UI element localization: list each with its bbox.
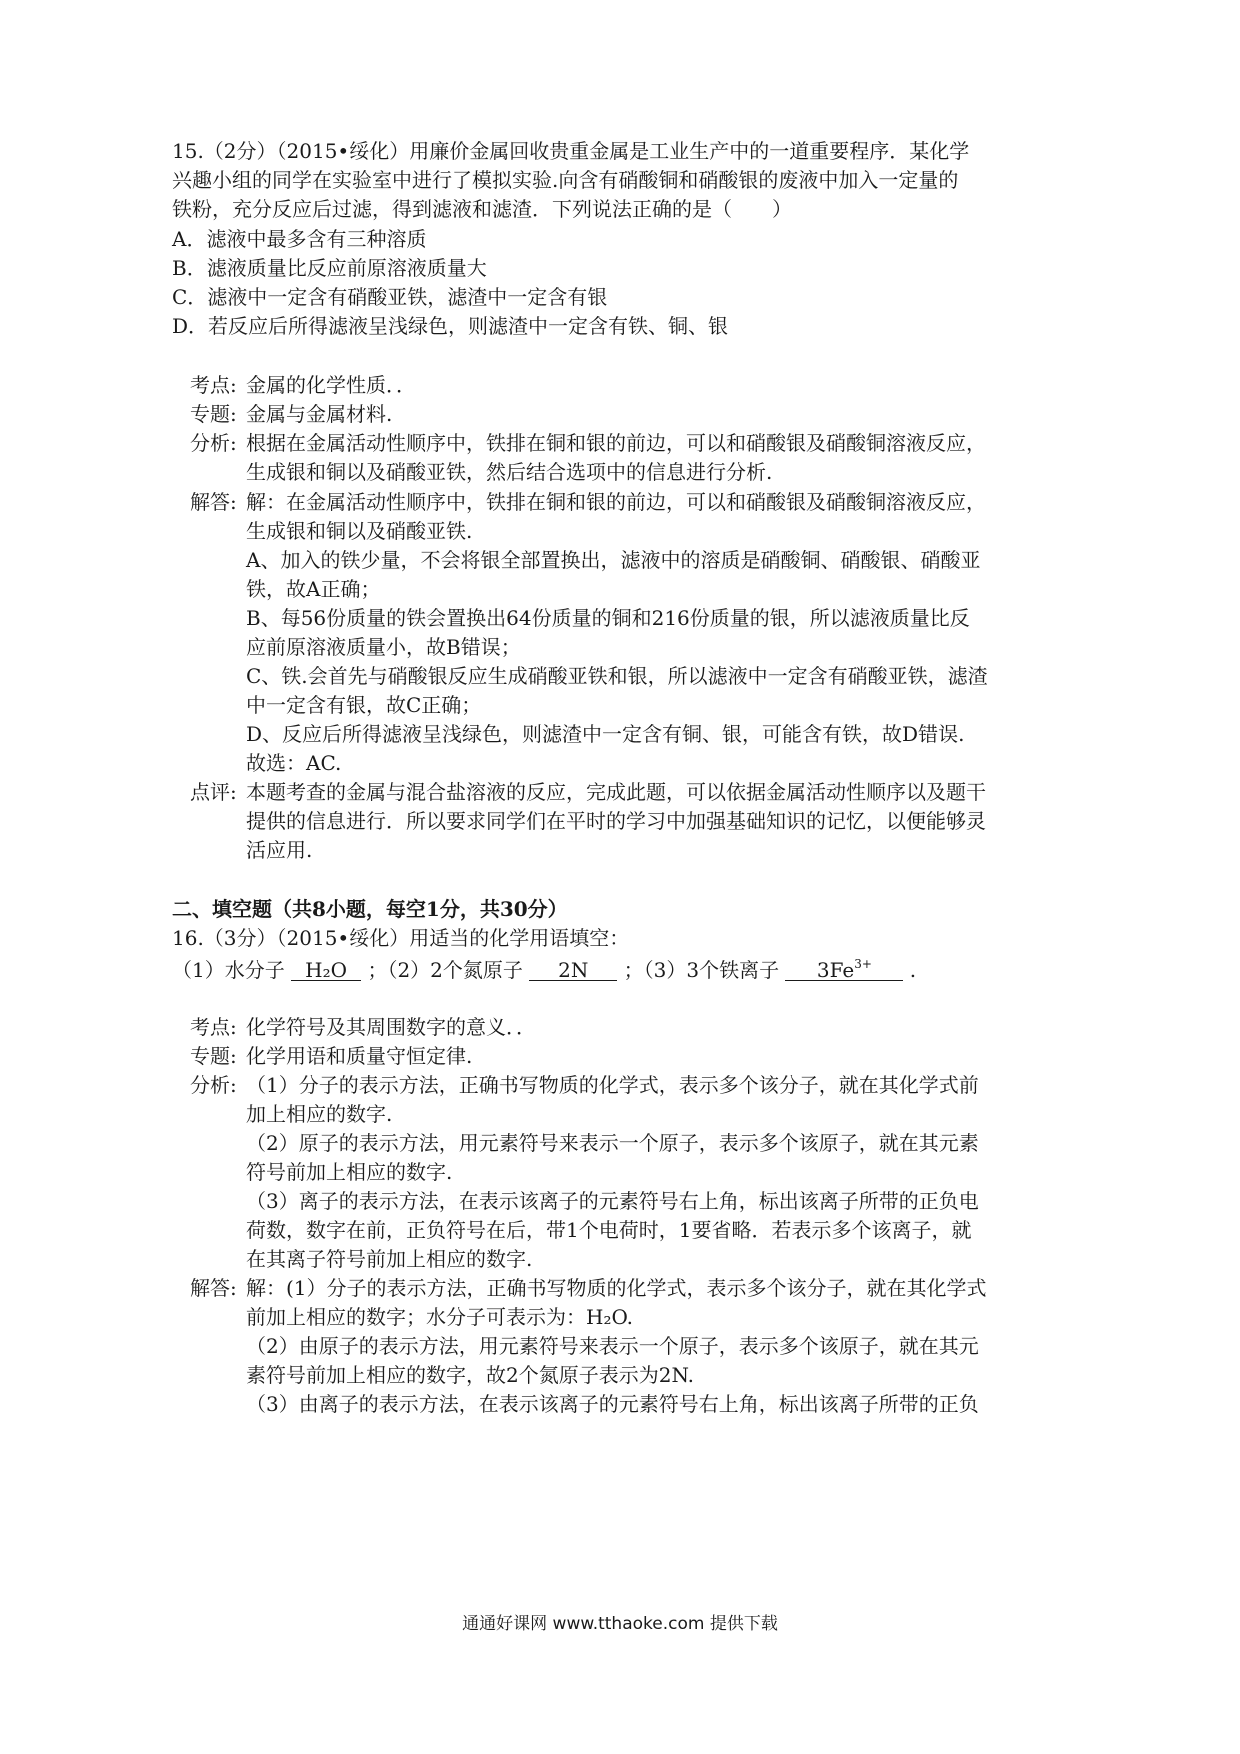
q16-answer-2: 2N (529, 960, 617, 981)
q15-dianping-line-3: 活应用. (246, 838, 313, 862)
q16-fill-prompt-3: ；（3）3个铁离子 (623, 958, 780, 982)
q15-fenxi-line-1: 根据在金属活动性顺序中，铁排在铜和银的前边，可以和硝酸银及硝酸铜溶液反应， (246, 431, 986, 455)
q16-fill-prompt-2: ；（2）2个氮原子 (367, 958, 523, 982)
q15-dianping-line-2: 提供的信息进行．所以要求同学们在平时的学习中加强基础知识的记忆，以便能够灵 (246, 809, 986, 833)
q16-fill-line (172, 958, 916, 981)
q16-fenxi-line-1: （1）分子的表示方法，正确书写物质的化学式，表示多个该分子，就在其化学式前 (246, 1073, 979, 1097)
q16-jieda-line-3: （2）由原子的表示方法，用元素符号来表示一个原子，表示多个该原子，就在其元 (246, 1334, 979, 1358)
q15-jieda-line-2: 生成银和铜以及硝酸亚铁. (246, 519, 473, 543)
q15-option-d: D．若反应后所得滤液呈浅绿色，则滤渣中一定含有铁、铜、银 (172, 314, 729, 338)
q16-zhuanti-text: 化学用语和质量守恒定律. (246, 1044, 473, 1068)
q15-fenxi-line-2: 生成银和铜以及硝酸亚铁，然后结合选项中的信息进行分析. (246, 460, 773, 484)
q15-jieda-line-5: B、每56份质量的铁会置换出64份质量的铜和216份质量的银，所以滤液质量比反 (246, 606, 970, 630)
q16-fenxi-label: 分析: (190, 1073, 237, 1097)
q16-fenxi-line-5: （3）离子的表示方法，在表示该离子的元素符号右上角，标出该离子所带的正负电 (246, 1189, 979, 1213)
q16-jieda-line-4: 素符号前加上相应的数字，故2个氮原子表示为2N. (246, 1363, 695, 1387)
q15-stem-line-1: 15.（2分）（2015•绥化）用廉价金属回收贵重金属是工业生产中的一道重要程序．某化学 (172, 139, 970, 163)
q15-jieda-label: 解答: (190, 490, 237, 514)
q15-zhuanti-label: 专题: (190, 402, 237, 426)
q15-fenxi-label: 分析: (190, 431, 237, 455)
q16-jieda-line-5: （3）由离子的表示方法，在表示该离子的元素符号右上角，标出该离子所带的正负 (246, 1392, 979, 1416)
q15-jieda-line-3: A、加入的铁少量，不会将银全部置换出，滤液中的溶质是硝酸铜、硝酸银、硝酸亚 (246, 548, 981, 572)
q16-kaodian-label: 考点: (190, 1015, 237, 1039)
q16-fenxi-line-4: 符号前加上相应的数字. (246, 1160, 453, 1184)
section-heading: 二、填空题（共8小题，每空1分，共30分） (172, 897, 568, 921)
q16-fill-end: . (909, 958, 917, 982)
q15-option-a: A．滤液中最多含有三种溶质 (172, 227, 427, 251)
q16-answer-3 (785, 958, 903, 981)
q15-jieda-line-8: 中一定含有银，故C正确； (246, 693, 482, 717)
q16-jieda-label: 解答: (190, 1276, 237, 1300)
q16-kaodian-text: 化学符号及其周围数字的意义．． (246, 1015, 536, 1039)
footer-credit: 通通好课网 www.tthaoke.com 提供下载 (462, 1614, 778, 1634)
q16-answer-3-symbol: 3Fe (816, 958, 855, 982)
q16-jieda-line-2: 前加上相应的数字；水分子可表示为：H₂O. (246, 1305, 634, 1329)
q15-jieda-line-7: C、铁.会首先与硝酸银反应生成硝酸亚铁和银，所以滤液中一定含有硝酸亚铁，滤渣 (246, 664, 988, 688)
q15-stem-line-3: 铁粉，充分反应后过滤，得到滤液和滤渣．下列说法正确的是（ ） (172, 197, 792, 221)
q15-kaodian-text: 金属的化学性质．． (246, 373, 416, 397)
q15-stem-line-2: 兴趣小组的同学在实验室中进行了模拟实验.向含有硝酸铜和硝酸银的废液中加入一定量的 (172, 168, 959, 192)
q16-jieda-line-1: 解：(1）分子的表示方法，正确书写物质的化学式，表示多个该分子，就在其化学式 (246, 1276, 987, 1300)
q16-fenxi-line-2: 加上相应的数字. (246, 1102, 393, 1126)
q16-fenxi-line-3: （2）原子的表示方法，用元素符号来表示一个原子，表示多个该原子，就在其元素 (246, 1131, 979, 1155)
q16-stem: 16.（3分）（2015•绥化）用适当的化学用语填空： (172, 926, 630, 950)
q16-fill-prompt-1: （1）水分子 (172, 958, 285, 982)
q15-kaodian-label: 考点: (190, 373, 237, 397)
q15-jieda-line-6: 应前原溶液质量小，故B错误； (246, 635, 521, 659)
q15-jieda-line-1: 解：在金属活动性顺序中，铁排在铜和银的前边，可以和硝酸银及硝酸铜溶液反应， (246, 490, 986, 514)
q15-option-c: C．滤液中一定含有硝酸亚铁，滤渣中一定含有银 (172, 285, 608, 309)
q15-dianping-label: 点评: (190, 780, 237, 804)
q15-option-b: B．滤液质量比反应前原溶液质量大 (172, 256, 487, 280)
q15-dianping-line-1: 本题考查的金属与混合盐溶液的反应，完成此题，可以依据金属活动性顺序以及题干 (246, 780, 986, 804)
q16-answer-3-charge: 3+ (854, 957, 872, 971)
q15-jieda-line-10: 故选：AC. (246, 751, 342, 775)
q16-answer-1: H₂O (291, 960, 361, 981)
q16-zhuanti-label: 专题: (190, 1044, 237, 1068)
q15-jieda-line-4: 铁，故A正确； (246, 577, 381, 601)
q15-zhuanti-text: 金属与金属材料. (246, 402, 393, 426)
q16-fenxi-line-6: 荷数，数字在前，正负符号在后，带1个电荷时，1要省略．若表示多个该离子，就 (246, 1218, 972, 1242)
q16-fenxi-line-7: 在其离子符号前加上相应的数字. (246, 1247, 533, 1271)
q15-jieda-line-9: D、反应后所得滤液呈浅绿色，则滤渣中一定含有铜、银，可能含有铁，故D错误. (246, 722, 965, 746)
